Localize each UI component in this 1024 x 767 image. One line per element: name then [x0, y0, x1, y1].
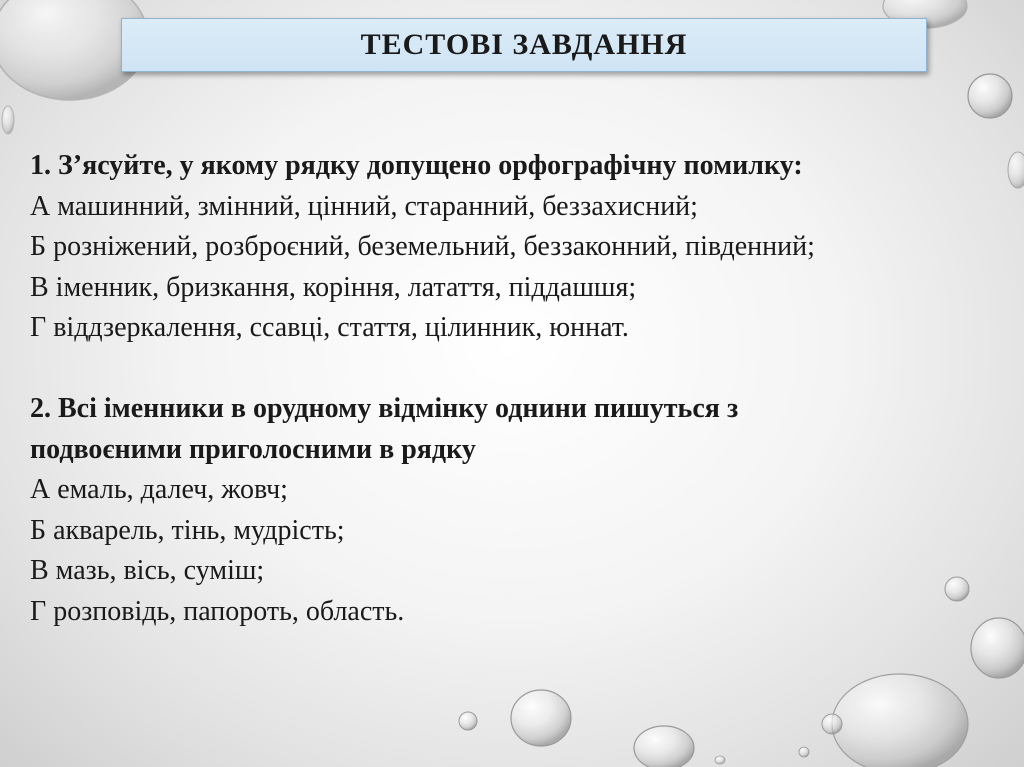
question-2-prompt-line-2: подвоєними приголосними в рядку [30, 433, 476, 465]
slide-title-box [121, 18, 927, 72]
question-1-prompt: 1. З’ясуйте, у якому рядку допущено орфографічну помилку: [30, 150, 803, 181]
question-1-option-c: В іменник, бризкання, коріння, латаття, піддашшя; [30, 271, 637, 303]
water-drop [799, 747, 809, 757]
spacer [30, 349, 1015, 390]
water-drop [822, 714, 842, 734]
question-2-prompt-line-1: 2. Всі іменники в орудному відмінку однини пишуться з [30, 393, 739, 424]
water-drop [968, 74, 1012, 118]
slide-content [30, 146, 1015, 632]
slide-title: ТЕСТОВІ ЗАВДАННЯ [360, 28, 688, 61]
question-2-option-d: Г розповідь, папороть, область. [30, 595, 405, 627]
question-2-option-c: В мазь, вісь, суміш; [30, 555, 265, 586]
question-1-option-a: А машинний, змінний, цінний, старанний, беззахисний; [30, 190, 698, 222]
question-1 [30, 146, 1015, 349]
water-drop [832, 674, 968, 767]
question-1-option-d: Г віддзеркалення, ссавці, стаття, цілинник, юннат. [30, 312, 629, 343]
water-drop [634, 726, 694, 767]
water-drop [459, 712, 477, 730]
question-2-option-b: Б акварель, тінь, мудрість; [30, 514, 345, 546]
water-drop [511, 690, 571, 746]
water-drop [2, 106, 14, 134]
question-2 [30, 389, 1015, 632]
water-drop [715, 756, 725, 764]
question-2-option-a: А емаль, далеч, жовч; [30, 474, 288, 505]
question-1-option-b: Б розніжений, розброєний, беземельний, беззаконний, південний; [30, 231, 815, 262]
